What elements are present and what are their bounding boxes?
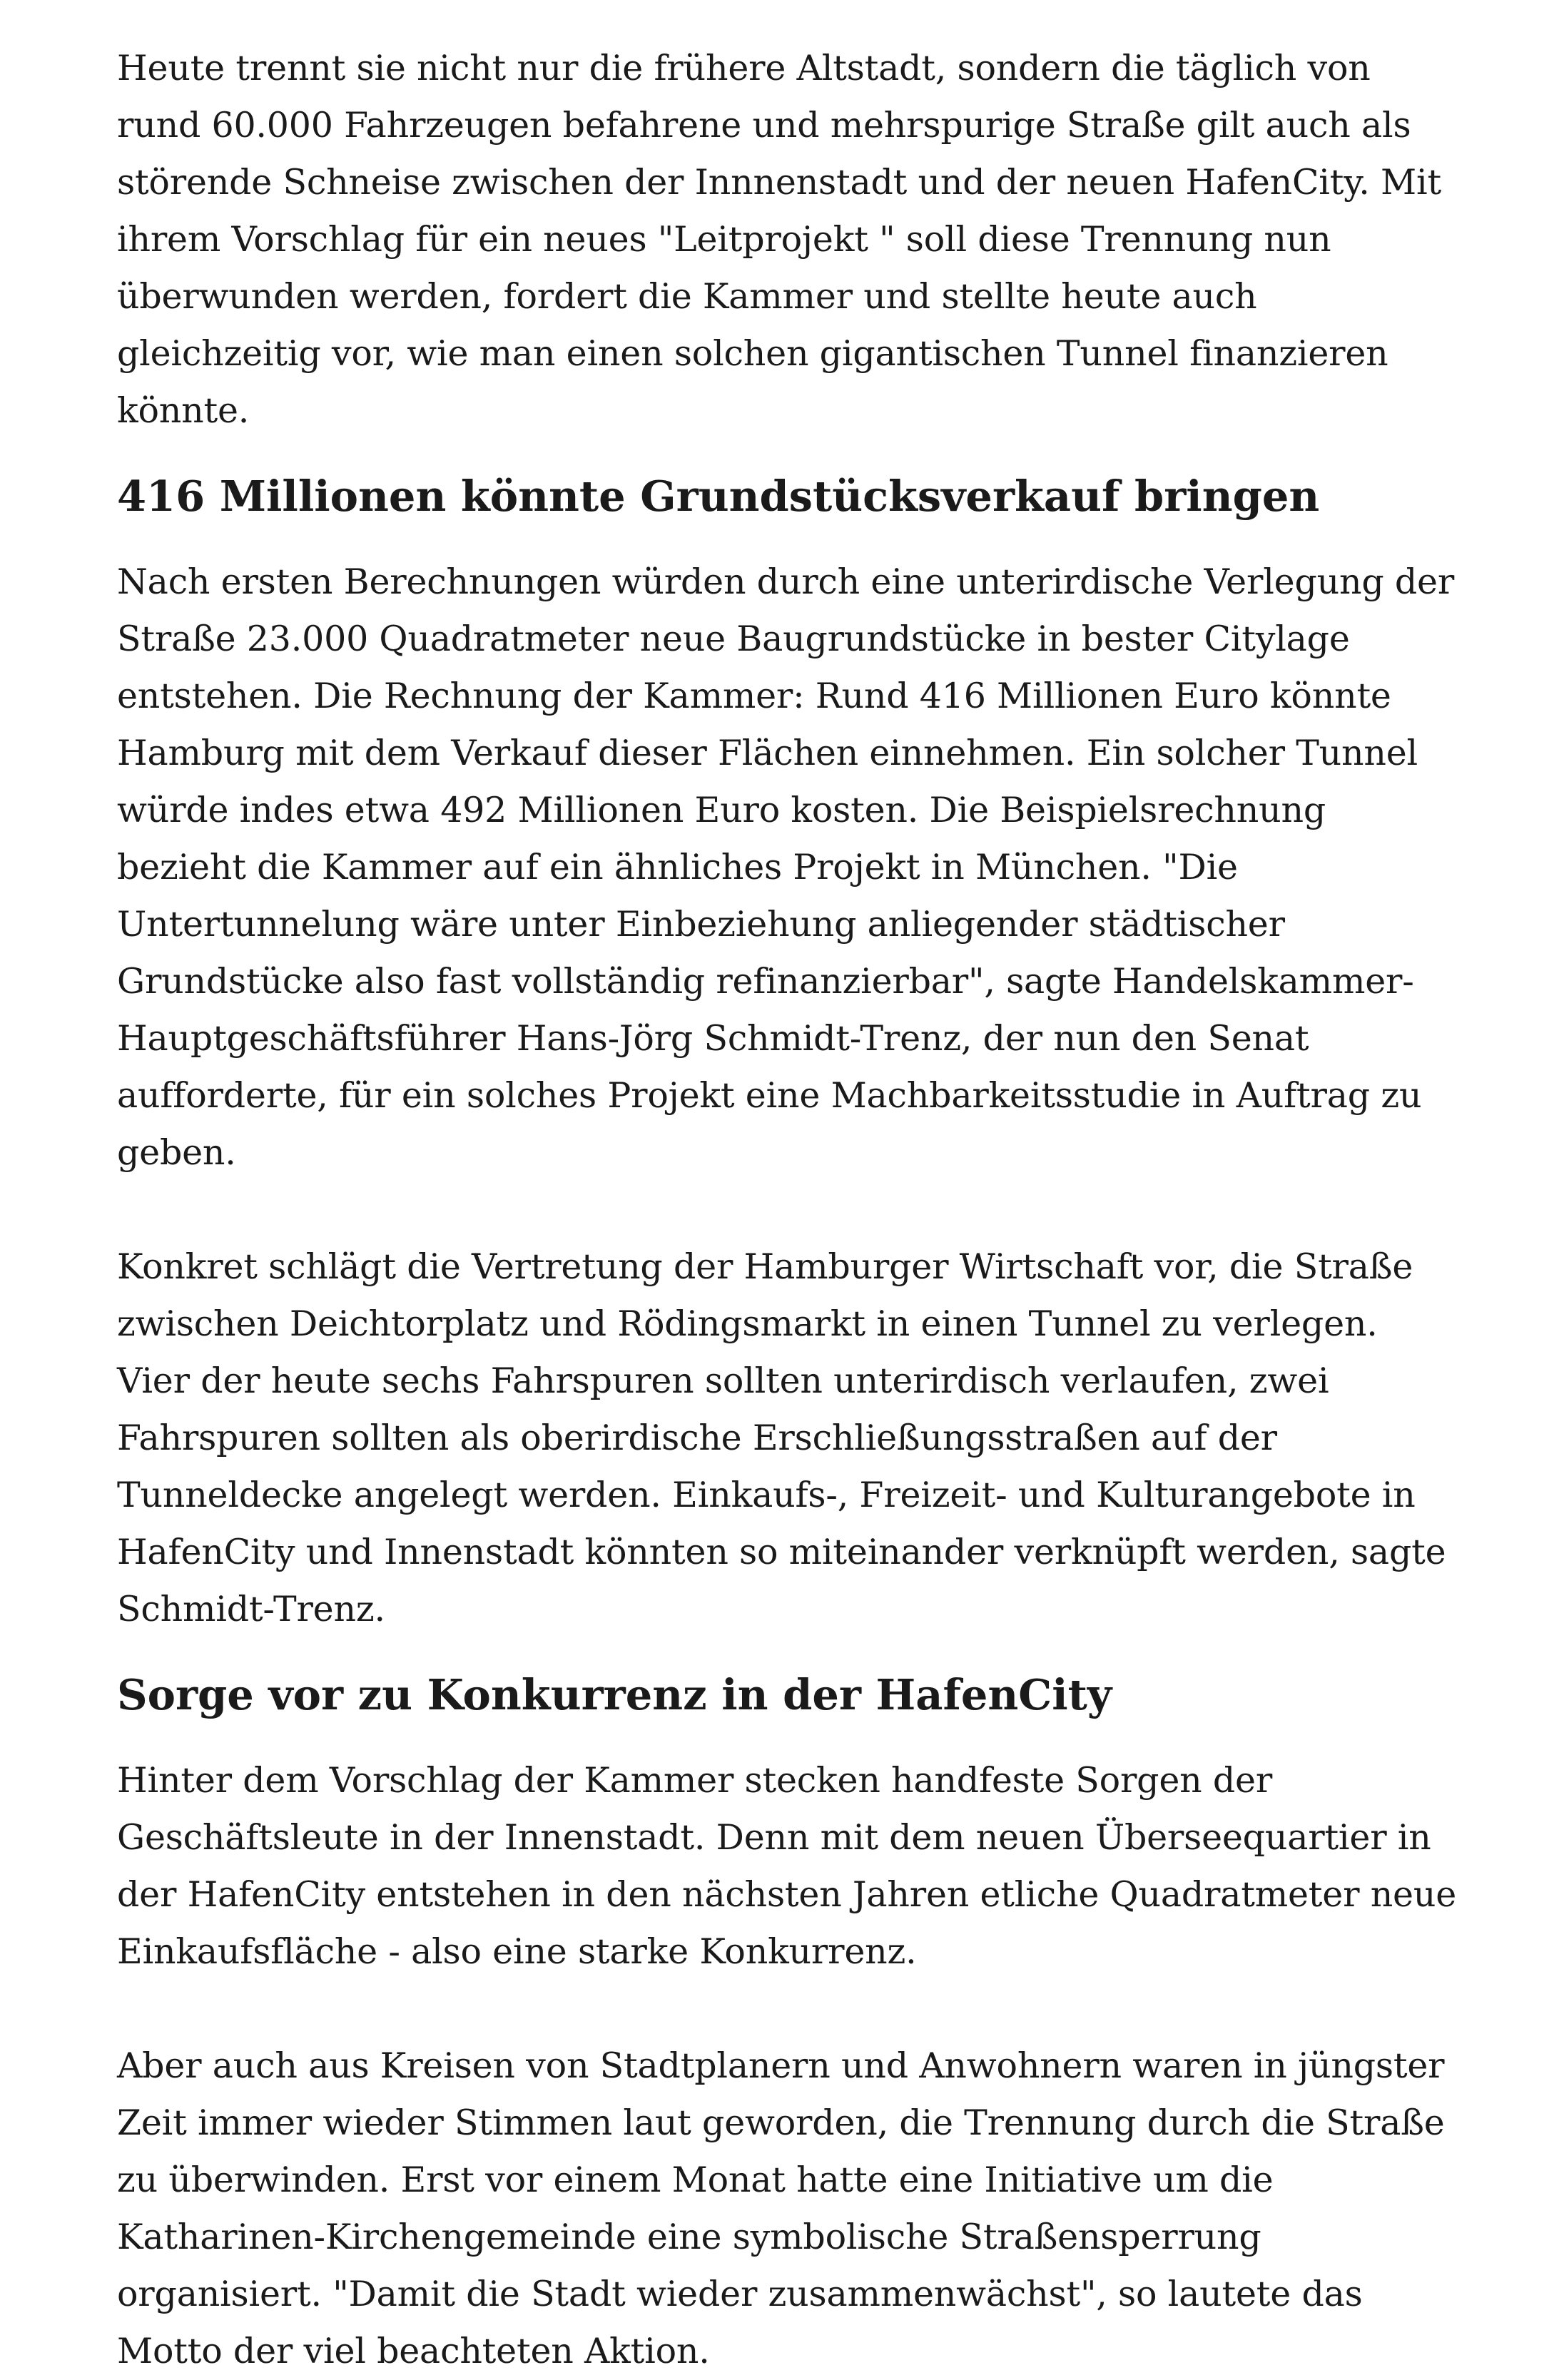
- article-paragraph: Nach ersten Berechnungen würden durch eine unterirdische Verlegung der Straße 23.000 Quadratmeter neue Baugrundstücke in bester Citylage entstehen. Die Rechnung der Kammer: Rund 416 Millionen Euro könnte Hamburg mit dem Verkauf dieser Flächen einnehmen. Ein solcher Tunnel würde indes etwa 492 Millionen Euro kosten. Die Beispielsrechnung bezieht die Kammer auf ein ähnliches Projekt in München. "Die Untertunnelung wäre unter Einbeziehung anliegender städtischer Grundstücke also fast vollständig refinanzierbar", sagte Handelskammer-Hauptgeschäftsführer Hans-Jörg Schmidt-Trenz, der nun den Senat aufforderte, für ein solches Projekt eine Machbarkeitsstudie in Auftrag zu geben.: [117, 561, 1455, 1173]
- article-paragraph: Heute trennt sie nicht nur die frühere Altstadt, sondern die täglich von rund 60.000 Fahrzeugen befahrene und mehrspurige Straße gilt auch als störende Schneise zwischen der Innnenstadt und der neuen HafenCity. Mit ihrem Vorschlag für ein neues "Leitprojekt " soll diese Trennung nun überwunden werden, fordert die Kammer und stellte heute auch gleichzeitig vor, wie man einen solchen gigantischen Tunnel finanzieren könnte.: [117, 48, 1441, 431]
- article-paragraph: Hinter dem Vorschlag der Kammer stecken handfeste Sorgen der Geschäftsleute in der Innenstadt. Denn mit dem neuen Überseequartier in der HafenCity entstehen in den nächsten Jahren etliche Quadratmeter neue Einkaufsfläche - also eine starke Konkurrenz.: [117, 1760, 1457, 1972]
- section-heading: Sorge vor zu Konkurrenz in der HafenCity: [117, 1670, 1112, 1719]
- article-body: [117, 40, 1458, 2380]
- section-heading: 416 Millionen könnte Grundstücksverkauf bringen: [117, 472, 1320, 521]
- article-paragraph: Konkret schlägt die Vertretung der Hamburger Wirtschaft vor, die Straße zwischen Deichtorplatz und Rödingsmarkt in einen Tunnel zu verlegen. Vier der heute sechs Fahrspuren sollten unterirdisch verlaufen, zwei Fahrspuren sollten als oberirdische Erschließungsstraßen auf der Tunneldecke angelegt werden. Einkaufs-, Freizeit- und Kulturangebote in HafenCity und Innenstadt könnten so miteinander verknüpft werden, sagte Schmidt-Trenz.: [117, 1246, 1446, 1629]
- article-paragraph: Aber auch aus Kreisen von Stadtplanern und Anwohnern waren in jüngster Zeit immer wieder Stimmen laut geworden, die Trennung durch die Straße zu überwinden. Erst vor einem Monat hatte eine Initiative um die Katharinen-Kirchengemeinde eine symbolische Straßensperrung organisiert. "Damit die Stadt wieder zusammenwächst", so lautete das Motto der viel beachteten Aktion.: [117, 2045, 1445, 2371]
